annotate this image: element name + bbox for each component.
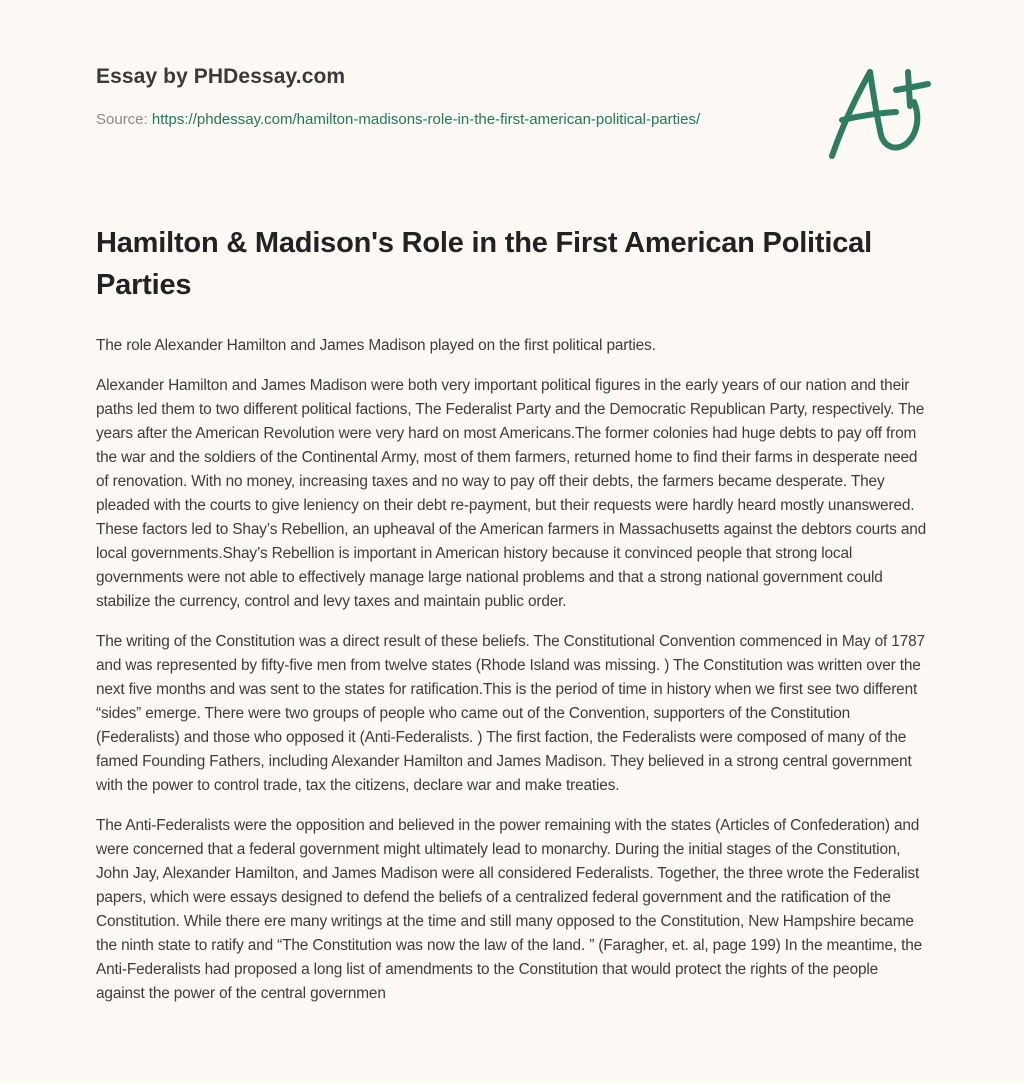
paragraph-intro: The role Alexander Hamilton and James Madison played on the first political parties. — [96, 337, 656, 354]
source-label: Source: — [96, 111, 152, 128]
paragraph-background: Alexander Hamilton and James Madison were both very important political figures in the early years of our nation and their paths led them to two different political factions, The Federalist Party and the Democratic Republican Party, respectively. The years after the American Revolution were very hard on most Americans.The former colonies had huge debts to pay off from the war and the soldiers of the Continental Army, most of them farmers, returned home to find their farms in desperate need of renovation. With no money, increasing taxes and no way to pay off their debts, the farmers became desperate. They pleaded with the courts to give leniency on their debt re-payment, but their requests were hardly heard mostly unanswered. These factors led to Shay’s Rebellion, an upheaval of the American farmers in Massachusetts against the debtors courts and local governments.Shay’s Rebellion is important in American history because it convinced people that strong local governments were not able to effectively manage large national problems and that a strong national government could stabilize the currency, control and levy taxes and maintain public order. — [96, 377, 927, 610]
a-plus-grade-icon — [820, 42, 935, 167]
article — [96, 222, 930, 1022]
paragraph-constitution: The writing of the Constitution was a direct result of these beliefs. The Constitutional Convention commenced in May of 1787 and was represented by fifty-five men from twelve states (Rhode Island was missing. ) The Constitution was written over the next five months and was sent to the states for ratification.This is the period of time in history when we first see two different “sides” emerge. There were two groups of people who came out of the Convention, supporters of the Constitution (Federalists) and those who opposed it (Anti-Federalists. ) The first faction, the Federalists were composed of many of the famed Founding Fathers, including Alexander Hamilton and James Madison. They believed in a strong central government with the power to control trade, tax the citizens, declare war and make treaties. — [96, 633, 925, 794]
source-link[interactable]: https://phdessay.com/hamilton-madisons-role-in-the-first-american-political-parties/ — [151, 111, 701, 128]
site-title: Essay by PHDessay.com — [96, 65, 346, 88]
paragraph-anti-federalists: The Anti-Federalists were the opposition and believed in the power remaining with the states (Articles of Confederation) and were concerned that a federal government might ultimately lead to monarchy. During the initial stages of the Constitution, John Jay, Alexander Hamilton, and James Madison were all considered Federalists. Together, the three wrote the Federalist papers, which were essays designed to defend the beliefs of a centralized federal government and the ratification of the Constitution. While there ere many writings at the time and still many opposed to the Constitution, New Hampshire became the ninth state to ratify and “The Constitution was now the law of the land. ” (Faragher, et. al, page 199) In the meantime, the Anti-Federalists had proposed a long list of amendments to the Constitution that would protect the rights of the people against the power of the central governmen — [96, 817, 923, 1002]
source-line — [96, 108, 756, 132]
page-title: Hamilton & Madison's Role in the First American Political Parties — [96, 227, 872, 301]
page-header — [96, 62, 756, 132]
